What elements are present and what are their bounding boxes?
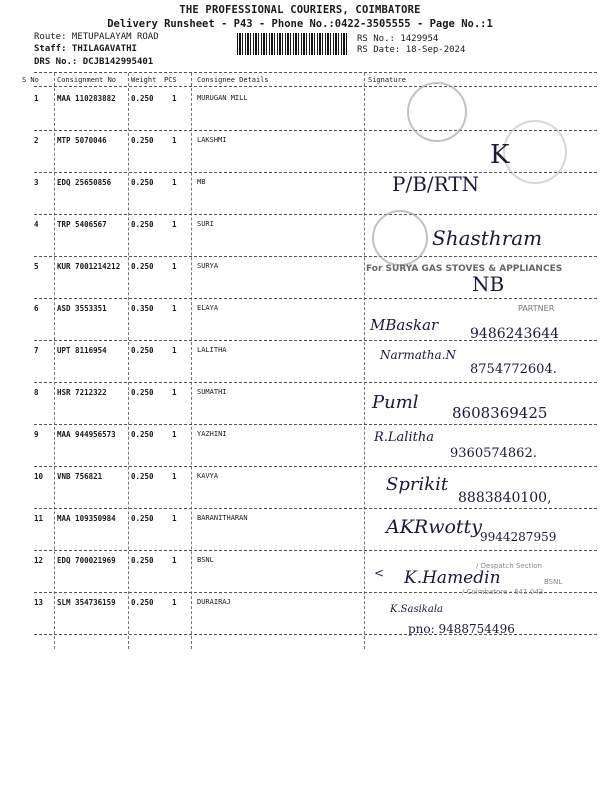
col-consignee: Consignee Details [197, 76, 269, 84]
signature-6-name: MBaskar [370, 316, 439, 334]
signature-12-mark: < [374, 566, 385, 580]
company-title: THE PROFESSIONAL COURIERS, COIMBATORE [179, 4, 421, 16]
consignee-cell: BSNL [197, 556, 214, 564]
pcs-cell: 1 [172, 94, 177, 103]
col-weight: Weight [131, 76, 157, 84]
sno-cell: 1 [34, 94, 39, 103]
signature-7-name: Narmatha.N [380, 348, 456, 362]
signature-4: Shasthram [432, 226, 543, 250]
consignment-cell: KUR 7001214212 [57, 262, 121, 271]
sno-cell: 4 [34, 220, 39, 229]
partner-stamp-text: PARTNER [518, 304, 555, 313]
signature-11: AKRwotty [386, 516, 482, 538]
signature-5: NB [472, 272, 505, 296]
consignee-cell: SURI [197, 220, 214, 228]
weight-cell: 0.250 [131, 388, 154, 397]
sno-cell: 3 [34, 178, 39, 187]
pcs-cell: 1 [172, 220, 177, 229]
consignment-cell: HSR 7212322 [57, 388, 107, 397]
consignee-cell: KAVYA [197, 472, 219, 480]
consignee-cell: ELAYA [197, 304, 219, 312]
sno-cell: 6 [34, 304, 39, 313]
signature-13-phone: pno: 9488754496 [408, 622, 515, 636]
company-seal-stamp [407, 82, 467, 142]
signature-8: Puml [372, 392, 419, 413]
sno-cell: 10 [34, 472, 44, 481]
consignee-cell: BARANITHARAN [197, 514, 248, 522]
signature-8-phone: 8608369425 [452, 404, 548, 422]
sno-cell: 12 [34, 556, 44, 565]
weight-cell: 0.250 [131, 220, 154, 229]
signature-11-phone: 9944287959 [480, 530, 557, 544]
sno-cell: 13 [34, 598, 44, 607]
route-label: Route: METUPALAYAM ROAD [34, 32, 159, 42]
table-row [0, 89, 600, 131]
table-row [0, 173, 600, 215]
signature-9-name: R.Lalitha [374, 430, 434, 445]
table-header-rule [34, 86, 597, 87]
pcs-cell: 1 [172, 304, 177, 313]
weight-cell: 0.250 [131, 136, 154, 145]
table-row [0, 551, 600, 593]
staff-label: Staff: THILAGAVATHI [34, 44, 137, 54]
consignment-cell: TRP 5406567 [57, 220, 107, 229]
pcs-cell: 1 [172, 472, 177, 481]
consignee-cell: SUMATHI [197, 388, 227, 396]
signature-12: K.Hamedin [404, 568, 501, 588]
consignment-cell: MTP 5070046 [57, 136, 107, 145]
surya-stamp-text: For SURYA GAS STOVES & APPLIANCES [366, 264, 563, 274]
pcs-cell: 1 [172, 178, 177, 187]
post-office-stamp [372, 210, 428, 266]
signature-9-phone: 9360574862. [450, 446, 537, 461]
signature-3: P/B/RTN [392, 172, 480, 196]
bsnl-stamp-line1: / Despatch Section [476, 562, 542, 570]
pcs-cell: 1 [172, 430, 177, 439]
consignment-cell: ASD 3553351 [57, 304, 107, 313]
consignee-cell: MURUGAN MILL [197, 94, 248, 102]
consignee-cell: LALITHA [197, 346, 227, 354]
sno-cell: 5 [34, 262, 39, 271]
col-signature: Signature [368, 76, 406, 84]
consignment-cell: MAA 110283882 [57, 94, 116, 103]
pcs-cell: 1 [172, 514, 177, 523]
col-consignment: Consignment No [57, 76, 117, 84]
weight-cell: 0.350 [131, 304, 154, 313]
weight-cell: 0.250 [131, 514, 154, 523]
weight-cell: 0.250 [131, 598, 154, 607]
col-pcs: PCS [164, 76, 177, 84]
drs-label: DRS No.: DCJB142995401 [34, 57, 154, 67]
pcs-cell: 1 [172, 346, 177, 355]
weight-cell: 0.250 [131, 556, 154, 565]
pcs-cell: 1 [172, 598, 177, 607]
consignee-cell: DURAIRAJ [197, 598, 231, 606]
sno-cell: 2 [34, 136, 39, 145]
pcs-cell: 1 [172, 262, 177, 271]
consignment-cell: EDQ 25650856 [57, 178, 112, 187]
faded-seal-stamp [503, 120, 567, 184]
signature-7-phone: 8754772604. [470, 362, 557, 377]
barcode [237, 33, 349, 55]
bsnl-stamp-line2: BSNL [544, 578, 563, 586]
runsheet-subtitle: Delivery Runsheet - P43 - Phone No.:0422-3505555 - Page No.:1 [107, 18, 493, 30]
pcs-cell: 1 [172, 556, 177, 565]
sno-cell: 8 [34, 388, 39, 397]
signature-6-phone: 9486243644 [470, 326, 560, 342]
weight-cell: 0.250 [131, 262, 154, 271]
consignment-cell: VNB 756821 [57, 472, 103, 481]
consignment-cell: MAA 109350984 [57, 514, 116, 523]
consignee-cell: MB [197, 178, 206, 186]
weight-cell: 0.250 [131, 94, 154, 103]
weight-cell: 0.250 [131, 430, 154, 439]
consignee-cell: YAZHINI [197, 430, 227, 438]
rs-number: RS No.: 1429954 [357, 34, 439, 44]
signature-2: K [490, 140, 510, 170]
consignee-cell: LAKSHMI [197, 136, 227, 144]
bsnl-stamp-line3: / Coimbatore - 641 043 [462, 588, 544, 596]
consignment-cell: EDQ 700021969 [57, 556, 116, 565]
weight-cell: 0.250 [131, 178, 154, 187]
weight-cell: 0.250 [131, 346, 154, 355]
signature-13-name: K.Sasikala [390, 604, 443, 615]
col-sno: S No [22, 76, 39, 84]
consignment-cell: UPT 8116954 [57, 346, 107, 355]
consignment-cell: SLM 354736159 [57, 598, 116, 607]
consignment-cell: MAA 944956573 [57, 430, 116, 439]
consignee-cell: SURYA [197, 262, 219, 270]
weight-cell: 0.250 [131, 472, 154, 481]
signature-10-phone: 8883840100, [458, 490, 552, 506]
pcs-cell: 1 [172, 388, 177, 397]
table-header [0, 73, 600, 87]
sno-cell: 9 [34, 430, 39, 439]
sno-cell: 7 [34, 346, 39, 355]
pcs-cell: 1 [172, 136, 177, 145]
sno-cell: 11 [34, 514, 44, 523]
signature-10: Sprikit [386, 474, 449, 495]
rs-date: RS Date: 18-Sep-2024 [357, 45, 466, 55]
